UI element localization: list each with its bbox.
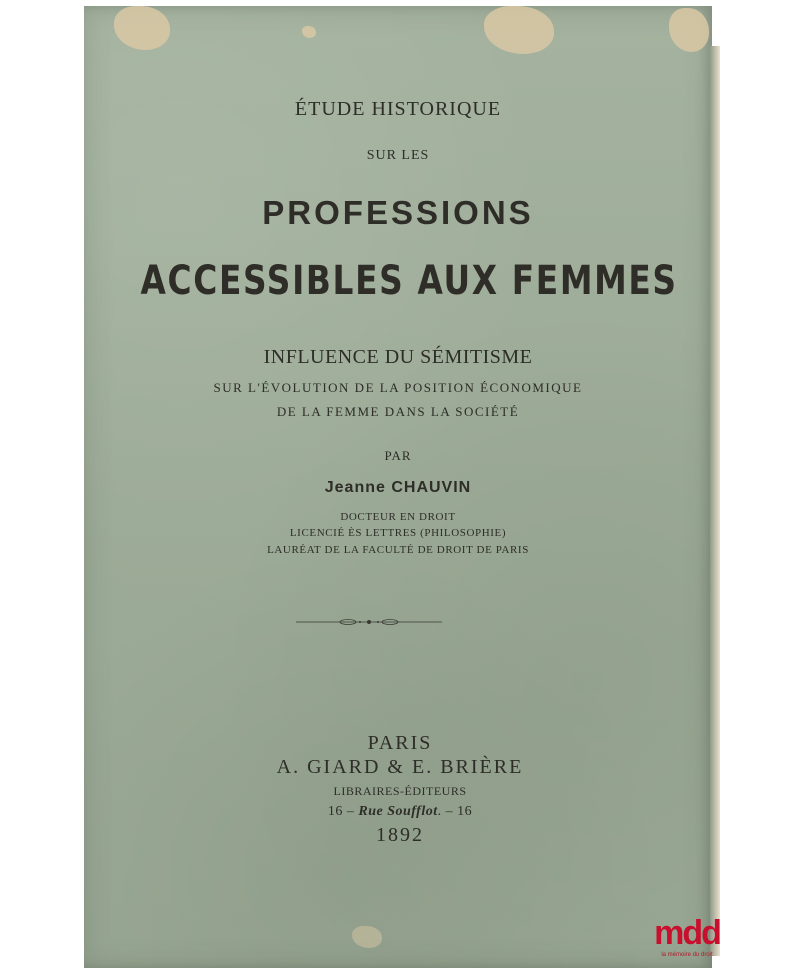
cover-wear-spot xyxy=(352,926,382,948)
imprint-address xyxy=(0,804,800,820)
author-credential: LICENCIÉ ÈS LETTRES (PHILOSOPHIE) xyxy=(289,527,507,539)
imprint-year: 1892 xyxy=(376,824,424,846)
logo-wordmark: mdd xyxy=(654,914,720,952)
title-line-accessibles: ACCESSIBLES AUX FEMMES xyxy=(140,258,678,304)
subtitle-evolution: SUR L'ÉVOLUTION DE LA POSITION ÉCONOMIQUE xyxy=(213,380,583,395)
watermark-logo xyxy=(652,916,722,972)
address-number: 16 xyxy=(327,804,343,819)
address-separator: – xyxy=(346,804,359,819)
subtitle-femme-societe: DE LA FEMME DANS LA SOCIÉTÉ xyxy=(276,404,520,419)
logo-subtitle: la mémoire du droit xyxy=(661,952,713,958)
byline-par: PAR xyxy=(384,448,412,463)
title-line-professions: PROFESSIONS xyxy=(262,194,534,231)
imprint-role: LIBRAIRES-ÉDITEURS xyxy=(333,784,467,798)
cover-wear-spot xyxy=(114,6,170,50)
author-credential: DOCTEUR EN DROIT xyxy=(340,511,456,523)
address-street: Rue Soufflot xyxy=(358,804,438,819)
ornament-divider xyxy=(296,618,442,626)
author-credential: LAURÉAT DE LA FACULTÉ DE DROIT DE PARIS xyxy=(267,544,529,556)
imprint-city: PARIS xyxy=(367,732,433,754)
cover-wear-spot xyxy=(669,8,709,52)
address-number: 16 xyxy=(457,804,473,819)
cover-wear-spot xyxy=(302,26,316,38)
cover-wear-spot xyxy=(484,6,554,54)
subtitle-influence: INFLUENCE DU SÉMITISME xyxy=(263,346,533,368)
address-separator: . – xyxy=(437,804,458,819)
imprint-publisher: A. GIARD & E. BRIÈRE xyxy=(276,756,524,778)
title-line-etude: ÉTUDE HISTORIQUE xyxy=(294,98,502,120)
title-line-sur-les: SUR LES xyxy=(366,148,430,163)
author-name: Jeanne CHAUVIN xyxy=(324,479,472,496)
